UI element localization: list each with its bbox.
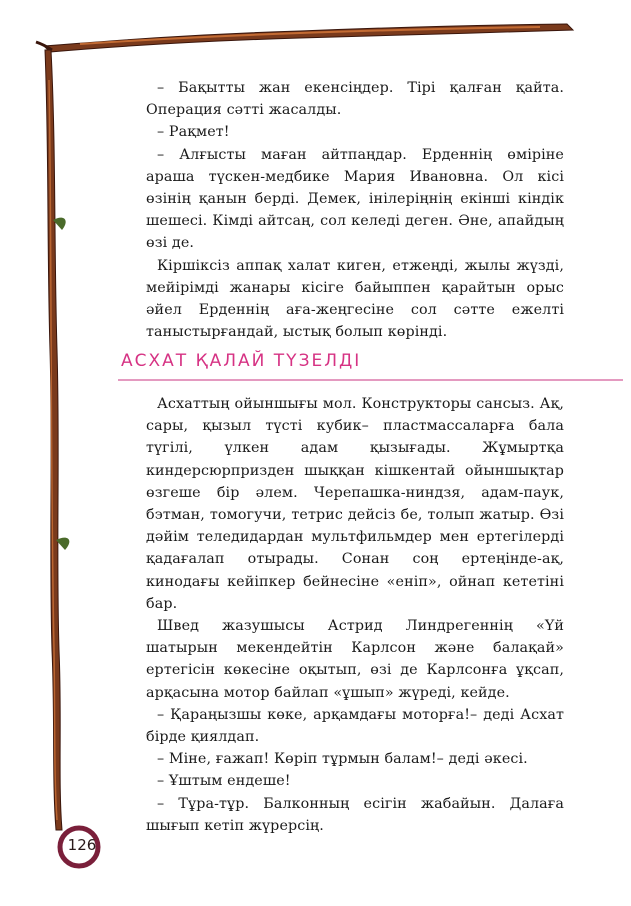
paragraph: Швед жазушысы Астрид Линдрегеннің «Үй шатырын мекендейтін Карлсон және балақай» ертегісін көкесіне оқытып, өзі де Карлсонға ұқсап, арқасына мотор байлап «ұшып» жүреді, кейде. xyxy=(146,618,564,701)
paragraph: – Бақытты жан екенсіңдер. Тірі қалған қайта. Операция сәтті жасалды. xyxy=(146,80,564,119)
paragraph: – Қараңызшы көке, арқамдағы моторға!– деді Асхат бірде қиялдап. xyxy=(146,706,564,746)
paragraph: – Рақмет! xyxy=(157,124,230,141)
branch-vertical xyxy=(45,50,62,830)
paragraph: – Алғысты маған айтпаңдар. Ерденнің өміріне араша түскен-медбике Мария Ивановна. Ол кісі өзінің қанын берді. Демек, інілеріңнің екінші кіндік шешесі. Кімді айтсаң, сол келеді деген. Әне, апайдың өзі де. xyxy=(146,146,564,252)
section-heading: АСХАТ ҚАЛАЙ ТҮЗЕЛДІ xyxy=(121,351,362,371)
page-number: 126 xyxy=(67,836,97,854)
text-block-top xyxy=(146,77,564,343)
heading-underline xyxy=(118,379,623,381)
paragraph: – Тұра-тұр. Балконның есігін жабайын. Далаға шығып кетіп жүрерсің. xyxy=(146,795,564,834)
paragraph: Асхаттың ойыншығы мол. Конструкторы сансыз. Ақ, сары, қызыл түсті кубик– пластмассаларға бала түгілі, үлкен адам қызығады. Жұмыртқа киндерсюрпризден шыққан кішкентай ойыншықтар өзгеше бір әлем. Черепашка-ниндзя, адам-паук, бэтман, томогучи, тетрис дейсіз бе, толып жатыр. Өзі дәйім теледидардан мультфильмдер мен ертегілерді қадағалап отырады. Сонан соң ертеңінде-ақ, кинодағы кейіпкер бейнесіне «еніп», ойнап кететіні бар. xyxy=(146,396,564,612)
paragraph: – Міне, ғажап! Көріп тұрмын балам!– деді әкесі. xyxy=(157,751,528,768)
paragraph: Кіршіксіз аппақ халат киген, етжеңді, жылы жүзді, мейірімді жанары кісіге байыппен қарайтын орыс әйел Ерденнің аға-жеңгесіне сол сәтте ежелті таныстырғандай, ыстық болып көрінді. xyxy=(146,257,564,341)
paragraph: – Ұштым ендеше! xyxy=(157,773,291,790)
text-block-story xyxy=(146,393,564,837)
